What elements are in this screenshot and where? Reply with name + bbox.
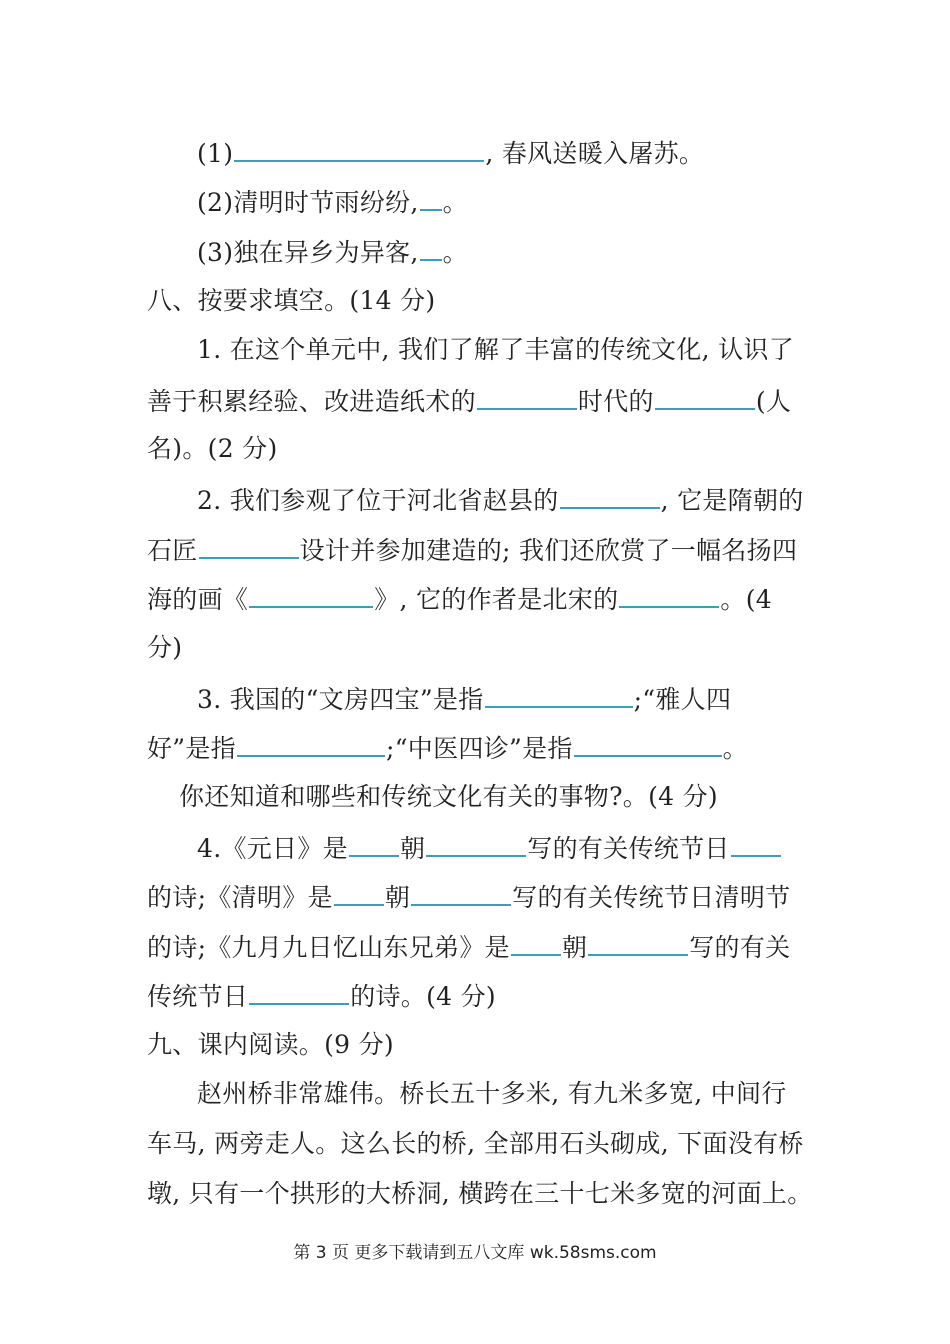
- answer-blank[interactable]: [588, 928, 688, 956]
- reading-paragraph: 赵州桥非常雄伟。桥长五十多米, 有九米多宽, 中间行: [197, 1079, 787, 1108]
- question-text: 你还知道和哪些和传统文化有关的事物?。(4 分): [179, 782, 718, 811]
- answer-blank[interactable]: [349, 829, 399, 857]
- answer-blank[interactable]: [731, 829, 781, 857]
- question-text: 善于积累经验、改进造纸术的 时代的 (人: [147, 382, 791, 420]
- poem-line-1: (1) , 春风送暖入屠苏。: [197, 134, 704, 172]
- answer-blank[interactable]: [477, 382, 577, 410]
- answer-blank[interactable]: [426, 829, 526, 857]
- answer-blank[interactable]: [420, 183, 442, 211]
- answer-blank[interactable]: [237, 729, 385, 757]
- answer-blank[interactable]: [655, 382, 755, 410]
- answer-blank[interactable]: [411, 878, 511, 906]
- poem-line-3: (3)独在异乡为异客, 。: [197, 233, 468, 271]
- question-text: 的诗;《清明》是 朝 写的有关传统节日清明节: [147, 878, 790, 916]
- question-text: 的诗;《九月九日忆山东兄弟》是 朝 写的有关: [147, 928, 790, 966]
- question-text: 名)。(2 分): [147, 434, 278, 463]
- question-text: 分): [147, 633, 183, 662]
- section-heading: 八、按要求填空。(14 分): [147, 286, 436, 315]
- question-text: 好”是指 ;“中医四诊”是指 。: [147, 729, 748, 767]
- answer-blank[interactable]: [249, 977, 349, 1005]
- page-footer: 第 3 页 更多下载请到五八文库 wk.58sms.com: [293, 1243, 657, 1263]
- question-text: 3. 我国的“文房四宝”是指 ;“雅人四: [197, 680, 731, 718]
- answer-blank[interactable]: [420, 233, 442, 261]
- answer-blank[interactable]: [511, 928, 561, 956]
- answer-blank[interactable]: [485, 680, 633, 708]
- answer-blank[interactable]: [574, 729, 722, 757]
- question-text: 海的画《 》, 它的作者是北宋的 。(4: [147, 580, 772, 618]
- answer-blank[interactable]: [560, 481, 660, 509]
- answer-blank[interactable]: [619, 580, 719, 608]
- question-text: 传统节日 的诗。(4 分): [147, 977, 496, 1015]
- answer-blank[interactable]: [234, 134, 484, 162]
- reading-paragraph: 墩, 只有一个拱形的大桥洞, 横跨在三十七米多宽的河面上。: [147, 1179, 813, 1208]
- answer-blank[interactable]: [199, 531, 299, 559]
- section-heading: 九、课内阅读。(9 分): [147, 1030, 394, 1059]
- answer-blank[interactable]: [334, 878, 384, 906]
- question-text: 4.《元日》是 朝 写的有关传统节日: [197, 829, 782, 867]
- question-text: 2. 我们参观了位于河北省赵县的 , 它是隋朝的: [197, 481, 804, 519]
- answer-blank[interactable]: [249, 580, 373, 608]
- reading-paragraph: 车马, 两旁走人。这么长的桥, 全部用石头砌成, 下面没有桥: [147, 1129, 804, 1158]
- poem-line-2: (2)清明时节雨纷纷, 。: [197, 183, 468, 221]
- question-text: 石匠 设计并参加建造的; 我们还欣赏了一幅名扬四: [147, 531, 797, 569]
- question-text: 1. 在这个单元中, 我们了解了丰富的传统文化, 认识了: [197, 335, 794, 364]
